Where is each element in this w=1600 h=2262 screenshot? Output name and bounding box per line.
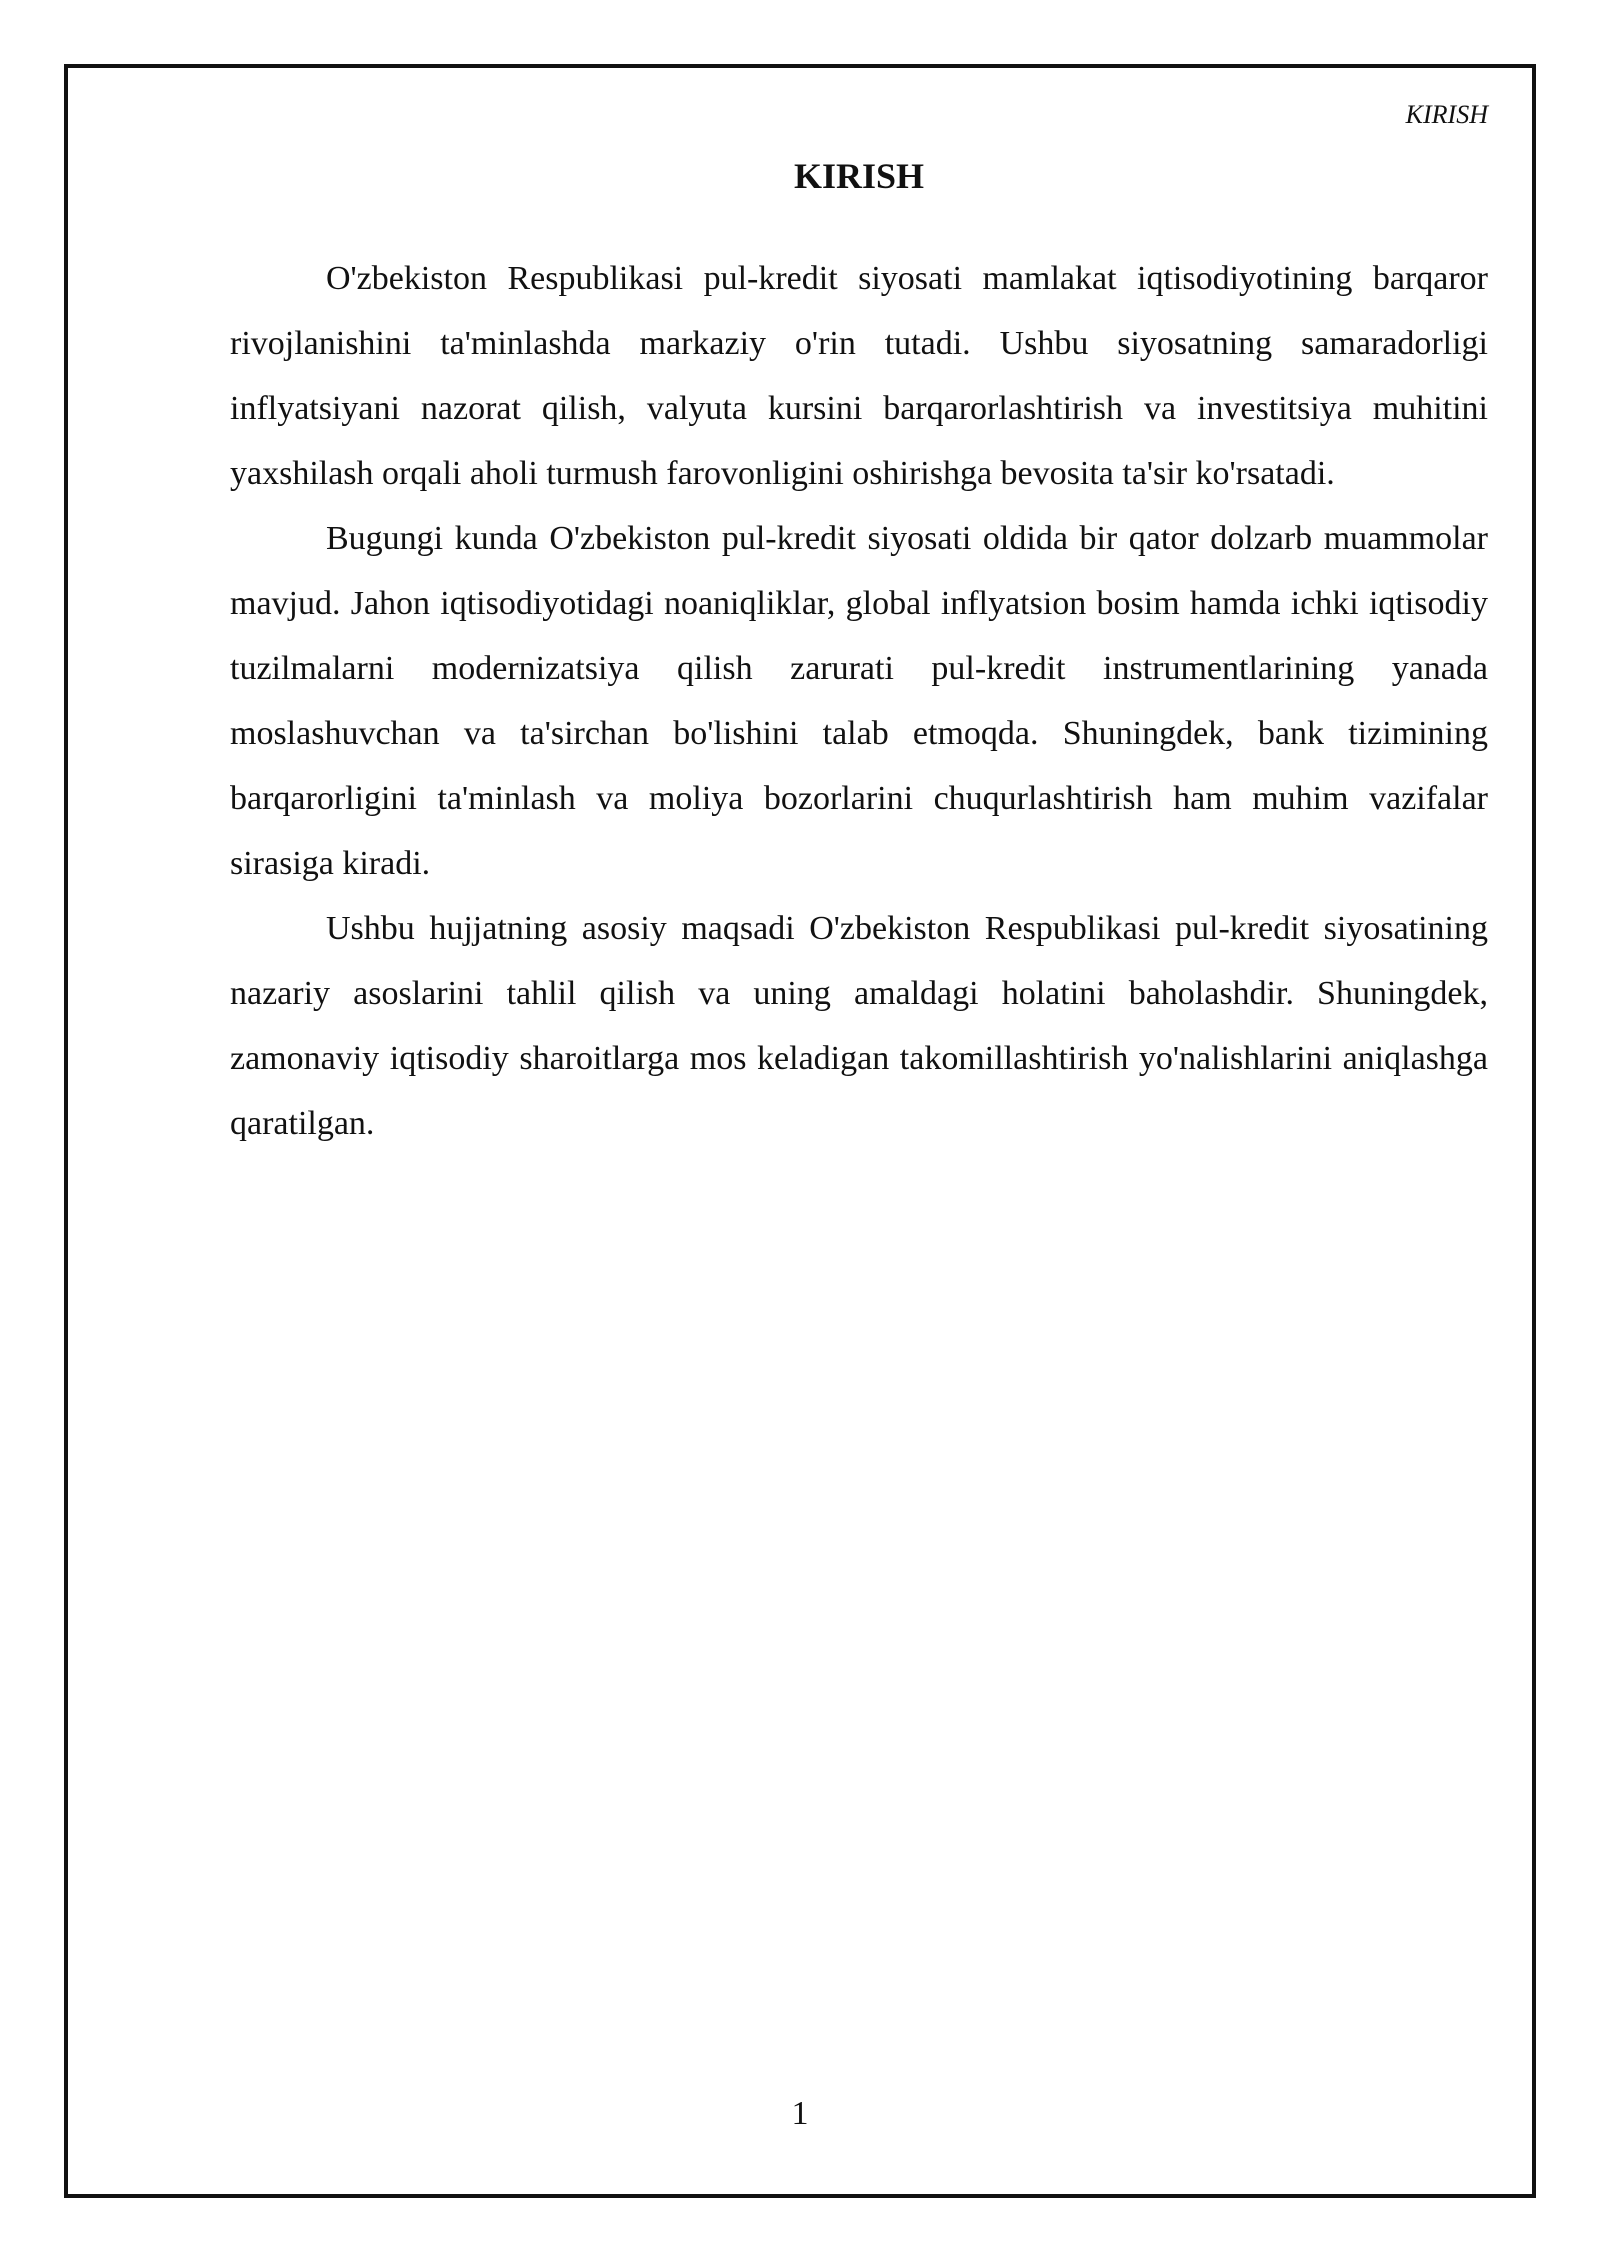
page-number: 1 — [791, 2095, 809, 2132]
paragraph: Bugungi kunda O'zbekiston pul-kredit siyosati oldida bir qator dolzarb muammolar mavjud. Jahon iqtisodiyotidagi noaniqliklar, global inflyatsion bosim hamda ichki iqtisodiy tuzilmalarni modernizatsiya qilish zarurati pul-kredit instrumentlarining yanada moslashuvchan va ta'sirchan bo'lishini talab etmoqda. Shuningdek, bank tizimining barqarorligini ta'minlash va moliya bozorlarini chuqurlashtirish ham muhim vazifalar sirasiga kiradi. — [230, 520, 1488, 882]
paragraph: O'zbekiston Respublikasi pul-kredit siyosati mamlakat iqtisodiyotining barqaror rivojlanishini ta'minlashda markaziy o'rin tutadi. Ushbu siyosatning samaradorligi inflyatsiyani nazorat qilish, valyuta kursini barqarorlashtirish va investitsiya muhitini yaxshilash orqali aholi turmush farovonligini oshirishga bevosita ta'sir ko'rsatadi. — [230, 260, 1488, 492]
paragraph: Ushbu hujjatning asosiy maqsadi O'zbekiston Respublikasi pul-kredit siyosatining nazariy asoslarini tahlil qilish va uning amaldagi holatini baholashdir. Shuningdek, zamonaviy iqtisodiy sharoitlarga mos keladigan takomillashtirish yo'nalishlarini aniqlashga qaratilgan. — [230, 910, 1488, 1142]
running-header: KIRISH — [1405, 100, 1488, 129]
page-title: KIRISH — [793, 156, 925, 196]
body-text — [230, 246, 1488, 1156]
